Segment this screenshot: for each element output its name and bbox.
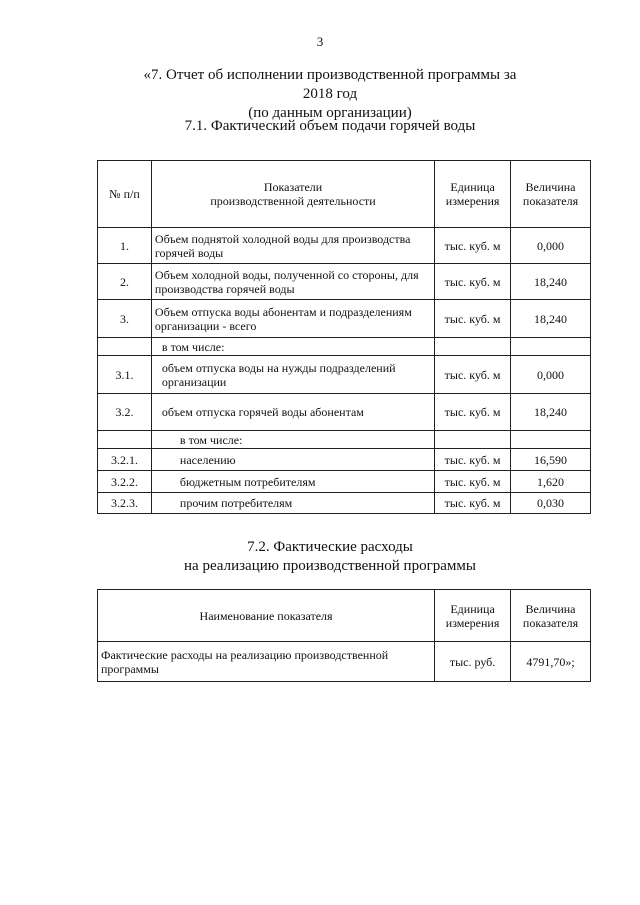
row-name: бюджетным потребителям (151, 471, 434, 493)
row-name: Объем отпуска воды абонентам и подразделениям организации - всего (151, 300, 434, 338)
table-row (98, 493, 591, 514)
row-value: 0,000 (511, 356, 591, 394)
row-unit: тыс. куб. м (435, 264, 511, 300)
row-num: 3.1. (98, 356, 152, 394)
table-row (98, 449, 591, 471)
header-indicator (151, 161, 434, 228)
table-row (98, 394, 591, 431)
section-7-title (140, 66, 520, 123)
row-name: Фактические расходы на реализацию производственной программы (98, 642, 435, 682)
expenses-table (97, 589, 591, 682)
table-row (98, 431, 591, 449)
row-value: 18,240 (511, 300, 591, 338)
page-number: 3 (316, 34, 324, 49)
row-name: Объем холодной воды, полученной со стороны, для производства горячей воды (151, 264, 434, 300)
table-header-row (98, 161, 591, 228)
row-num: 3.2.2. (98, 471, 152, 493)
section-71-title: 7.1. Фактический объем подачи горячей воды (184, 118, 476, 134)
header-unit (435, 590, 511, 642)
row-num (98, 431, 152, 449)
table-row (98, 300, 591, 338)
row-unit: тыс. куб. м (435, 394, 511, 431)
row-value: 0,030 (511, 493, 591, 514)
row-unit (435, 431, 511, 449)
header-num: № п/п (98, 161, 152, 228)
row-unit: тыс. куб. м (435, 471, 511, 493)
row-unit: тыс. куб. м (435, 449, 511, 471)
row-value (511, 338, 591, 356)
row-unit (435, 338, 511, 356)
row-name: Объем поднятой холодной воды для производства горячей воды (151, 228, 434, 264)
header-indicator-line2: производственной деятельности (210, 194, 376, 208)
table-row (98, 264, 591, 300)
table-row (98, 356, 591, 394)
header-value-line1: Величина (525, 601, 576, 616)
row-unit: тыс. куб. м (435, 493, 511, 514)
row-name: объем отпуска горячей воды абонентам (151, 394, 434, 431)
header-indicator-line1: Показатели (263, 180, 323, 194)
row-num (98, 338, 152, 356)
row-value: 18,240 (511, 394, 591, 431)
row-unit: тыс. куб. м (435, 300, 511, 338)
row-num: 3.2. (98, 394, 152, 431)
header-unit-line1: Единица (450, 180, 495, 194)
row-num: 3.2.3. (98, 493, 152, 514)
row-value: 18,240 (511, 264, 591, 300)
header-value (511, 590, 591, 642)
row-value: 1,620 (511, 471, 591, 493)
section-72-title-line1: 7.2. Фактические расходы (247, 539, 413, 555)
row-name: населению (151, 449, 434, 471)
row-unit: тыс. куб. м (435, 356, 511, 394)
header-unit-line1: Единица (450, 601, 495, 616)
row-num: 2. (98, 264, 152, 300)
table-row (98, 228, 591, 264)
row-num: 3.2.1. (98, 449, 152, 471)
header-unit-line2: измерения (445, 194, 500, 208)
row-name: прочим потребителям (151, 493, 434, 514)
table-header-row (98, 590, 591, 642)
header-value-line2: показателя (522, 615, 579, 630)
table-row (98, 338, 591, 356)
section-72-title-line2: на реализацию производственной программы (184, 558, 476, 574)
row-value: 4791,70»; (511, 642, 591, 682)
row-value: 16,590 (511, 449, 591, 471)
section-7-title-line2: (по данным организации) (248, 105, 412, 121)
row-value (511, 431, 591, 449)
header-unit (435, 161, 511, 228)
row-num: 1. (98, 228, 152, 264)
section-7-title-line1: «7. Отчет об исполнении производственной программы за 2018 год (143, 67, 517, 102)
row-value: 0,000 (511, 228, 591, 264)
header-indicator-name: Наименование показателя (98, 590, 435, 642)
row-name: в том числе: (151, 338, 434, 356)
section-72-title (170, 538, 490, 576)
table-row (98, 642, 591, 682)
row-unit: тыс. куб. м (435, 228, 511, 264)
row-name: в том числе: (151, 431, 434, 449)
hot-water-volume-table (97, 160, 591, 514)
row-unit: тыс. руб. (435, 642, 511, 682)
header-value (511, 161, 591, 228)
row-name: объем отпуска воды на нужды подразделений организации (151, 356, 434, 394)
row-num: 3. (98, 300, 152, 338)
header-value-line2: показателя (522, 194, 579, 208)
header-unit-line2: измерения (445, 615, 500, 630)
header-value-line1: Величина (525, 180, 576, 194)
table-row (98, 471, 591, 493)
